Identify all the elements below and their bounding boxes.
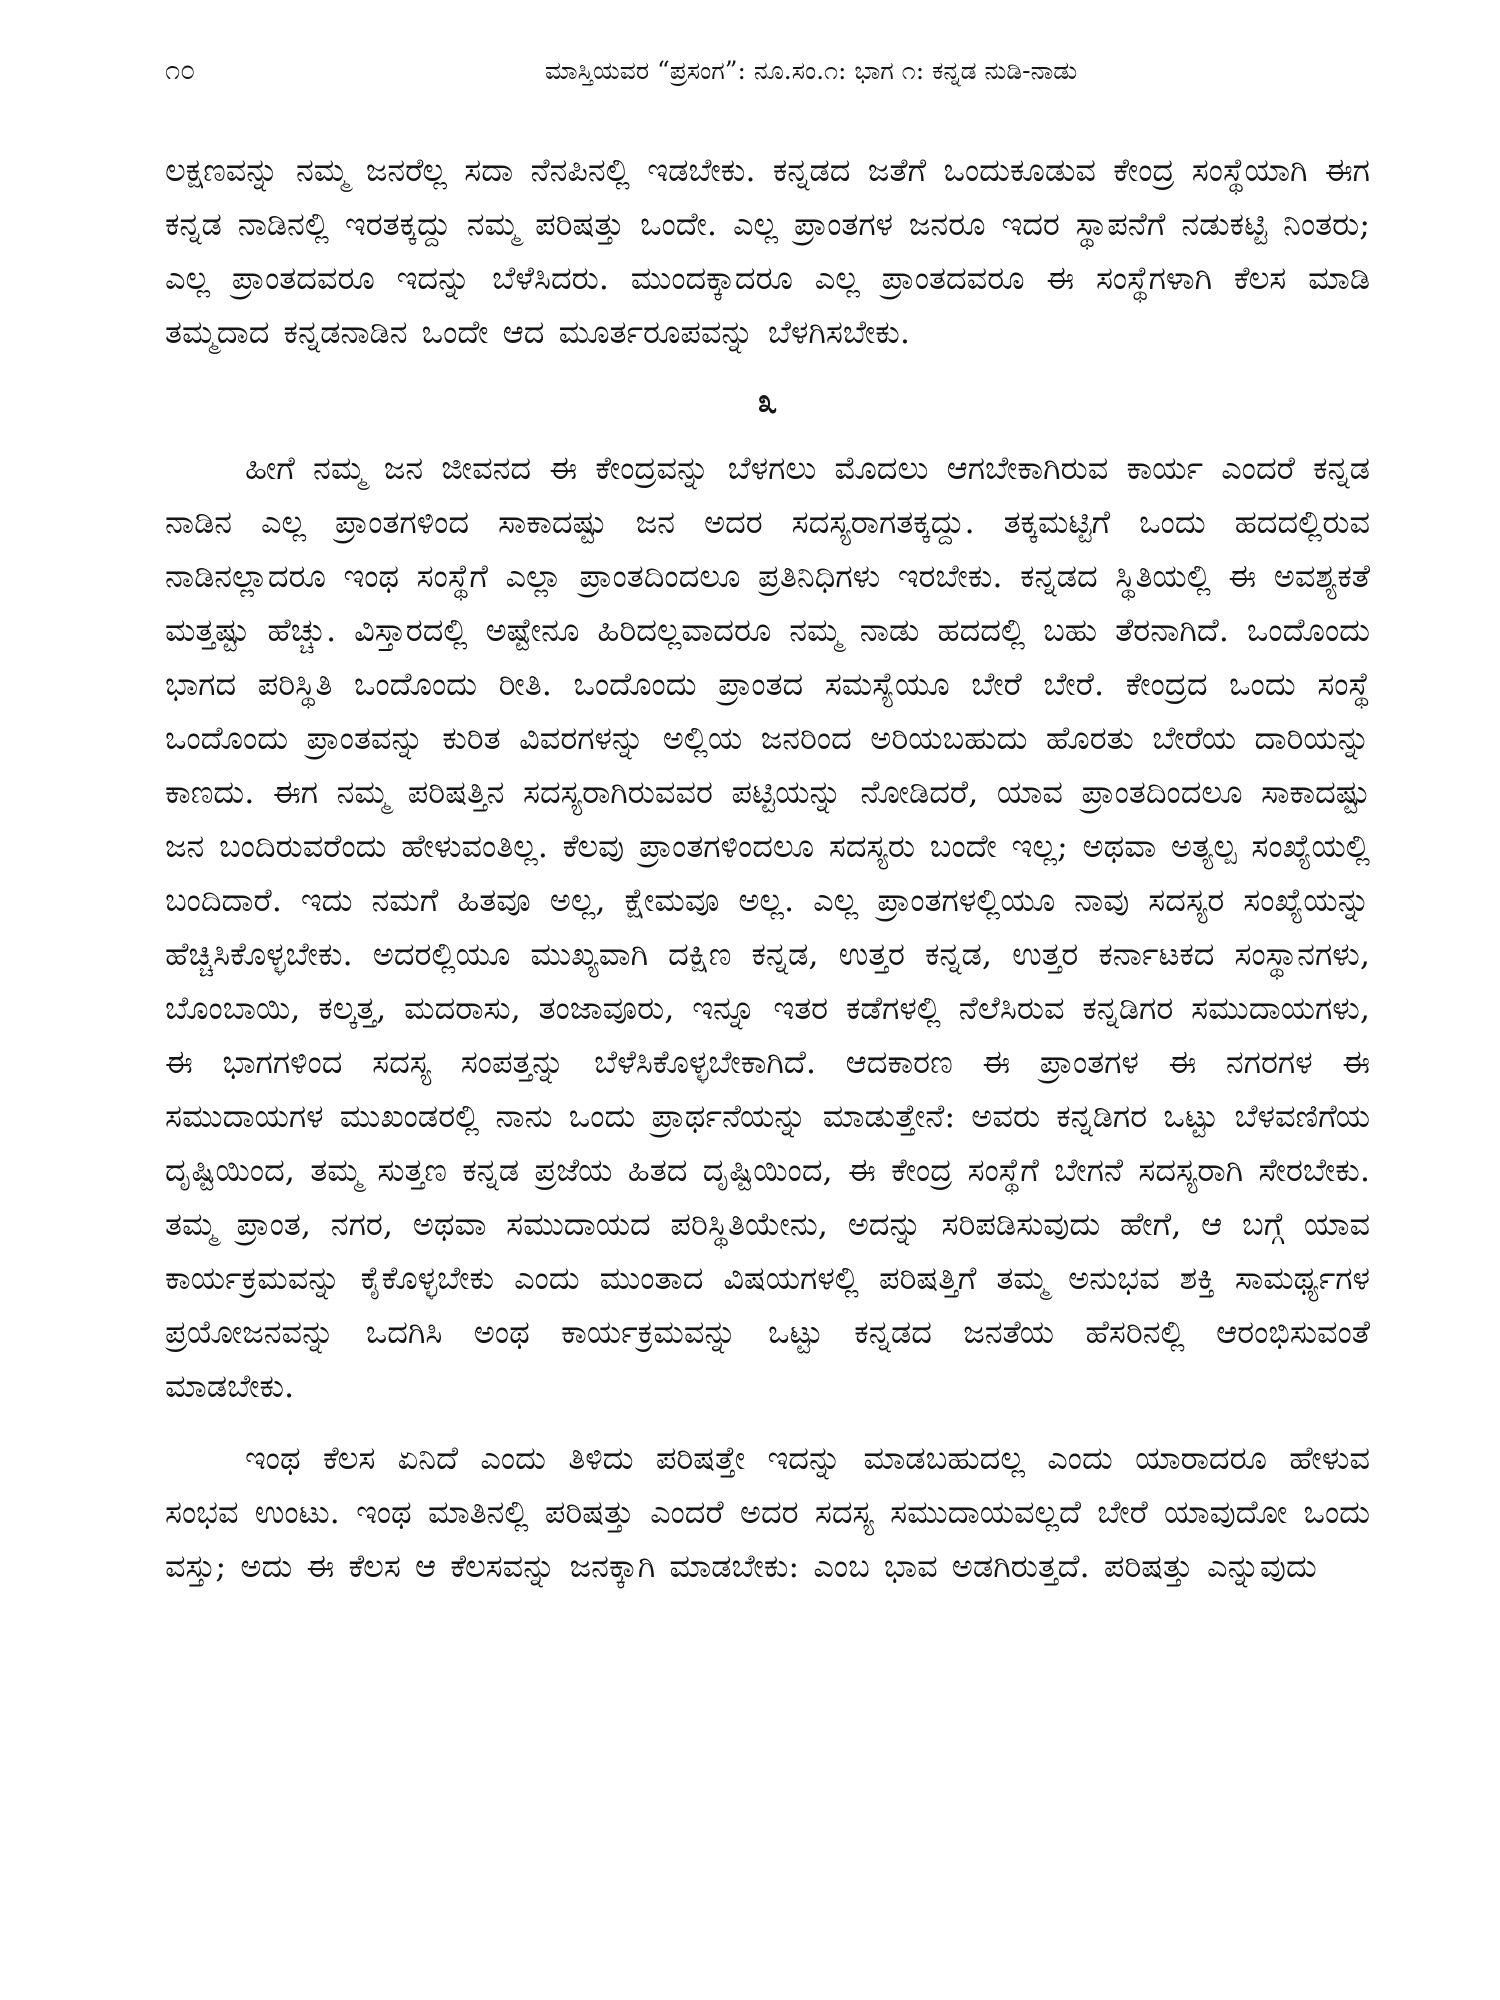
page-number: ೧೦ <box>165 55 196 86</box>
running-header <box>165 55 1370 95</box>
running-title: ಮಾಸ್ತಿಯವರ “ಪ್ರಸಂಗ”: ನೂ.ಸಂ.೧: ಭಾಗ ೧: ಕನ್ನಡ ನುಡಿ-ನಾಡು <box>545 56 1078 85</box>
section-number: ೩ <box>757 380 778 422</box>
paragraph-2: ಹೀಗೆ ನಮ್ಮ ಜನ ಜೀವನದ ಈ ಕೇಂದ್ರವನ್ನು ಬೆಳಗಲು ಮೊದಲು ಆಗಬೇಕಾಗಿರುವ ಕಾರ್ಯ ಎಂದರೆ ಕನ್ನಡ ನಾಡಿನ ಎಲ್ಲ ಪ್ರಾಂತಗಳಿಂದ ಸಾಕಾದಷ್ಟು ಜನ ಅದರ ಸದಸ್ಯರಾಗತಕ್ಕದ್ದು. ತಕ್ಕಮಟ್ಟಿಗೆ ಒಂದು ಹದದಲ್ಲಿರುವ ನಾಡಿನಲ್ಲಾದರೂ ಇಂಥ ಸಂಸ್ಥೆಗೆ ಎಲ್ಲಾ ಪ್ರಾಂತದಿಂದಲೂ ಪ್ರತಿನಿಧಿಗಳು ಇರಬೇಕು. ಕನ್ನಡದ ಸ್ಥಿತಿಯಲ್ಲಿ ಈ ಅವಶ್ಯಕತೆ ಮತ್ತಷ್ಟು ಹೆಚ್ಚು. ವಿಸ್ತಾರದಲ್ಲಿ ಅಷ್ಟೇನೂ ಹಿರಿದಲ್ಲವಾದರೂ ನಮ್ಮ ನಾಡು ಹದದಲ್ಲಿ ಬಹು ತೆರನಾಗಿದೆ. ಒಂದೊಂದು ಭಾಗದ ಪರಿಸ್ಥಿತಿ ಒಂದೊಂದು ರೀತಿ. ಒಂದೊಂದು ಪ್ರಾಂತದ ಸಮಸ್ಯೆಯೂ ಬೇರೆ ಬೇರೆ. ಕೇಂದ್ರದ ಒಂದು ಸಂಸ್ಥೆ ಒಂದೊಂದು ಪ್ರಾಂತವನ್ನು ಕುರಿತ ವಿವರಗಳನ್ನು ಅಲ್ಲಿಯ ಜನರಿಂದ ಅರಿಯಬಹುದು ಹೊರತು ಬೇರೆಯ ದಾರಿಯನ್ನು ಕಾಣದು. ಈಗ ನಮ್ಮ ಪರಿಷತ್ತಿನ ಸದಸ್ಯರಾಗಿರುವವರ ಪಟ್ಟಿಯನ್ನು ನೋಡಿದರೆ, ಯಾವ ಪ್ರಾಂತದಿಂದಲೂ ಸಾಕಾದಷ್ಟು ಜನ ಬಂದಿರುವರೆಂದು ಹೇಳುವಂತಿಲ್ಲ. ಕೆಲವು ಪ್ರಾಂತಗಳಿಂದಲೂ ಸದಸ್ಯರು ಬಂದೇ ಇಲ್ಲ; ಅಥವಾ ಅತ್ಯಲ್ಪ ಸಂಖ್ಯೆಯಲ್ಲಿ ಬಂದಿದಾರೆ. ಇದು ನಮಗೆ ಹಿತವೂ ಅಲ್ಲ, ಕ್ಷೇಮವೂ ಅಲ್ಲ. ಎಲ್ಲ ಪ್ರಾಂತಗಳಲ್ಲಿಯೂ ನಾವು ಸದಸ್ಯರ ಸಂಖ್ಯೆಯನ್ನು ಹೆಚ್ಚಿಸಿಕೊಳ್ಳಬೇಕು. ಅದರಲ್ಲಿಯೂ ಮುಖ್ಯವಾಗಿ ದಕ್ಷಿಣ ಕನ್ನಡ, ಉತ್ತರ ಕನ್ನಡ, ಉತ್ತರ ಕರ್ನಾಟಕದ ಸಂಸ್ಥಾನಗಳು, ಬೊಂಬಾಯಿ, ಕಲ್ಕತ್ತ, ಮದರಾಸು, ತಂಜಾವೂರು, ಇನ್ನೂ ಇತರ ಕಡೆಗಳಲ್ಲಿ ನೆಲೆಸಿರುವ ಕನ್ನಡಿಗರ ಸಮುದಾಯಗಳು, ಈ ಭಾಗಗಳಿಂದ ಸದಸ್ಯ ಸಂಪತ್ತನ್ನು ಬೆಳೆಸಿಕೊಳ್ಳಬೇಕಾಗಿದೆ. ಆದಕಾರಣ ಈ ಪ್ರಾಂತಗಳ ಈ ನಗರಗಳ ಈ ಸಮುದಾಯಗಳ ಮುಖಂಡರಲ್ಲಿ ನಾನು ಒಂದು ಪ್ರಾರ್ಥನೆಯನ್ನು ಮಾಡುತ್ತೇನೆ: ಅವರು ಕನ್ನಡಿಗರ ಒಟ್ಟು ಬೆಳವಣಿಗೆಯ ದೃಷ್ಟಿಯಿಂದ, ತಮ್ಮ ಸುತ್ತಣ ಕನ್ನಡ ಪ್ರಜೆಯ ಹಿತದ ದೃಷ್ಟಿಯಿಂದ, ಈ ಕೇಂದ್ರ ಸಂಸ್ಥೆಗೆ ಬೇಗನೆ ಸದಸ್ಯರಾಗಿ ಸೇರಬೇಕು. ತಮ್ಮ ಪ್ರಾಂತ, ನಗರ, ಅಥವಾ ಸಮುದಾಯದ ಪರಿಸ್ಥಿತಿಯೇನು, ಅದನ್ನು ಸರಿಪಡಿಸುವುದು ಹೇಗೆ, ಆ ಬಗ್ಗೆ ಯಾವ ಕಾರ್ಯಕ್ರಮವನ್ನು ಕೈಕೊಳ್ಳಬೇಕು ಎಂದು ಮುಂತಾದ ವಿಷಯಗಳಲ್ಲಿ ಪರಿಷತ್ತಿಗೆ ತಮ್ಮ ಅನುಭವ ಶಕ್ತಿ ಸಾಮರ್ಥ್ಯಗಳ ಪ್ರಯೋಜನವನ್ನು ಒದಗಿಸಿ ಅಂಥ ಕಾರ್ಯಕ್ರಮವನ್ನು ಒಟ್ಟು ಕನ್ನಡದ ಜನತೆಯ ಹೆಸರಿನಲ್ಲಿ ಆರಂಭಿಸುವಂತೆ ಮಾಡಬೇಕು. <box>165 449 1370 1405</box>
paragraph-3: ಇಂಥ ಕೆಲಸ ಏನಿದೆ ಎಂದು ತಿಳಿದು ಪರಿಷತ್ತೇ ಇದನ್ನು ಮಾಡಬಹುದಲ್ಲ ಎಂದು ಯಾರಾದರೂ ಹೇಳುವ ಸಂಭವ ಉಂಟು. ಇಂಥ ಮಾತಿನಲ್ಲಿ ಪರಿಷತ್ತು ಎಂದರೆ ಅದರ ಸದಸ್ಯ ಸಮುದಾಯವಲ್ಲದೆ ಬೇರೆ ಯಾವುದೋ ಒಂದು ವಸ್ತು; ಅದು ಈ ಕೆಲಸ ಆ ಕೆಲಸವನ್ನು ಜನಕ್ಕಾಗಿ ಮಾಡಬೇಕು: ಎಂಬ ಭಾವ ಅಡಗಿರುತ್ತದೆ. ಪರಿಷತ್ತು ಎನ್ನುವುದು <box>165 1439 1370 1585</box>
paragraph-gap <box>165 1413 1370 1431</box>
paragraph-1: ಲಕ್ಷಣವನ್ನು ನಮ್ಮ ಜನರೆಲ್ಲ ಸದಾ ನೆನಪಿನಲ್ಲಿ ಇಡಬೇಕು. ಕನ್ನಡದ ಜತೆಗೆ ಒಂದುಕೂಡುವ ಕೇಂದ್ರ ಸಂಸ್ಥೆಯಾಗಿ ಈಗ ಕನ್ನಡ ನಾಡಿನಲ್ಲಿ ಇರತಕ್ಕದ್ದು ನಮ್ಮ ಪರಿಷತ್ತು ಒಂದೇ. ಎಲ್ಲ ಪ್ರಾಂತಗಳ ಜನರೂ ಇದರ ಸ್ಥಾಪನೆಗೆ ನಡುಕಟ್ಟಿ ನಿಂತರು; ಎಲ್ಲ ಪ್ರಾಂತದವರೂ ಇದನ್ನು ಬೆಳೆಸಿದರು. ಮುಂದಕ್ಕಾದರೂ ಎಲ್ಲ ಪ್ರಾಂತದವರೂ ಈ ಸಂಸ್ಥೆಗಳಾಗಿ ಕೆಲಸ ಮಾಡಿ ತಮ್ಮದಾದ ಕನ್ನಡನಾಡಿನ ಒಂದೇ ಆದ ಮೂರ್ತರೂಪವನ್ನು ಬೆಳಗಿಸಬೇಕು. <box>165 151 1370 351</box>
